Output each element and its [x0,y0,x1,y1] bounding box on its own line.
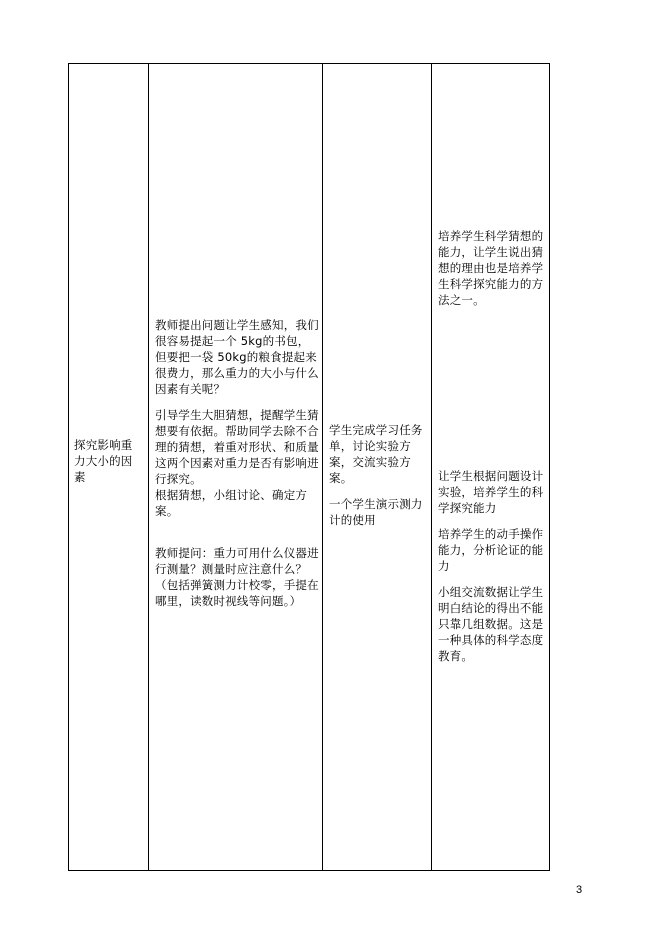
intent-operation-text: 培养学生的动手操作能力，分析论证的能力 [438,527,544,573]
student-task-text: 学生完成学习任务单，讨论实验方案，交流实验方案。 [329,423,423,485]
column-divider [148,64,149,870]
column-divider [322,64,323,870]
lesson-table [68,63,550,871]
student-activity-cell [329,422,427,528]
intent-data-text: 小组交流数据让学生明白结论的得出不能只靠几组数据。这是一种具体的科学态度教育。 [438,585,544,663]
design-intent-cell [438,468,546,664]
activity-title-cell [74,437,144,485]
teacher-question-text: 教师提出问题让学生感知，我们很容易提起一个 5kg的书包，但要把一袋 50kg的粮食提起来很费力，那么重力的大小与什么因素有关呢？ [155,318,319,396]
page-number: 3 [576,884,583,896]
teacher-activity-cell [155,317,319,609]
design-intent-cell [438,228,546,308]
teacher-plan-text: 根据猜想，小组讨论、确定方案。 [155,488,308,518]
student-demo-text: 一个学生演示测力计的使用 [329,497,423,527]
column-divider [431,64,432,870]
teacher-measure-question: 教师提问：重力可用什么仪器进行测量？测量时应注意什么？ [155,546,319,576]
teacher-measure-note: （包括弹簧测力计校零，手提在哪里，读数时视线等问题。） [155,578,319,608]
intent-guess-text: 培养学生科学猜想的能力，让学生说出猜想的理由也是培养学生科学探究能力的方法之一。 [438,229,544,307]
intent-design-text: 让学生根据问题设计实验，培养学生的科学探究能力 [438,469,544,515]
teacher-guidance-text: 引导学生大胆猜想，提醒学生猜想要有依据。帮助同学去除不合理的猜想，着重对形状、和质量这两个因素对重力是否有影响进行探究。 [155,408,319,486]
activity-title: 探究影响重力大小的因素 [74,438,133,484]
